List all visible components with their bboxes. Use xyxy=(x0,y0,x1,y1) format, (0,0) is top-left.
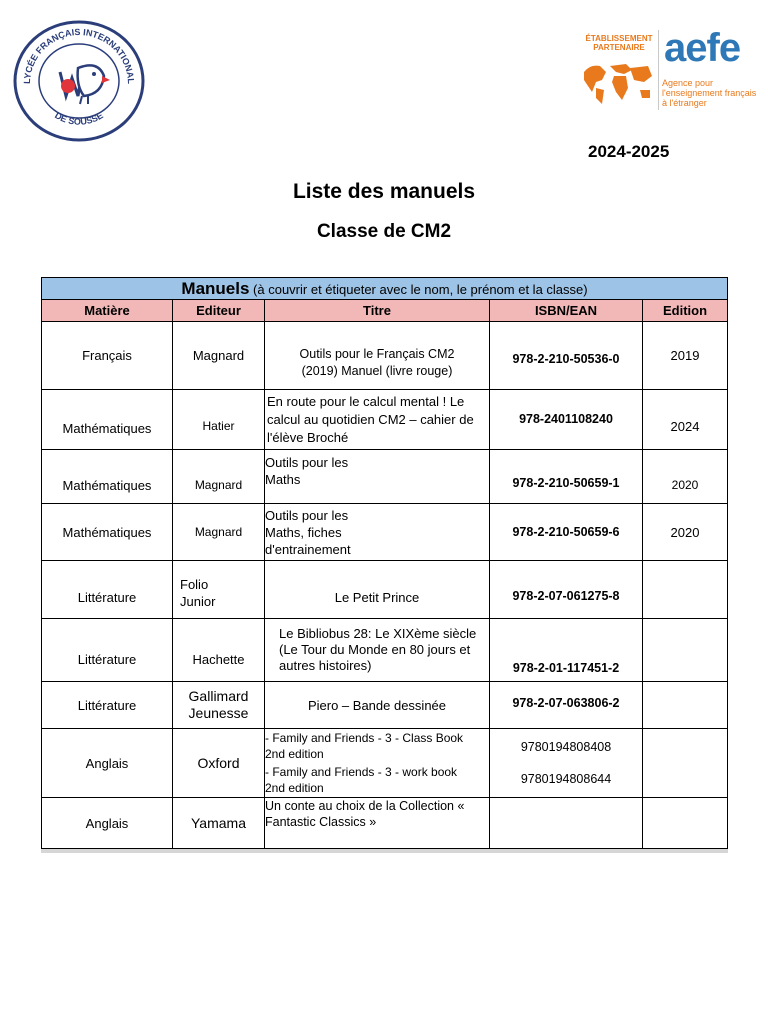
table-row-isbn xyxy=(490,798,643,848)
class-subtitle: Classe de CM2 xyxy=(316,221,452,242)
table-bottom-shadow xyxy=(41,849,728,853)
table-row-edition: 2020 xyxy=(643,504,727,561)
table-row-titre: Piero – Bande dessinée xyxy=(265,682,490,729)
table-row-editeur: Hachette xyxy=(173,619,265,682)
header-matiere: Matière xyxy=(42,300,173,322)
table-row-editeur: Magnard xyxy=(173,450,265,504)
table-row-titre: Outils pour les Maths xyxy=(265,450,490,504)
banner-note: (à couvrir et étiqueter avec le nom, le prénom et la classe) xyxy=(249,282,588,297)
titre-class-book-edition: 2nd edition xyxy=(265,747,324,761)
table-row-isbn: 978-2-07-063806-2 xyxy=(490,682,643,729)
table-row-editeur: Oxford xyxy=(173,729,265,798)
titre-work-book-edition: 2nd edition xyxy=(265,781,324,795)
table-row-matiere: Littérature xyxy=(42,619,173,682)
seal-text-top: LYCÉE FRANÇAIS INTERNATIONAL xyxy=(21,26,137,85)
table-row-matiere: Littérature xyxy=(42,561,173,619)
isbn-work-book: 9780194808644 xyxy=(520,772,612,786)
table-row-editeur: Yamama xyxy=(173,798,265,848)
table-row-isbn: 978-2-210-50659-1 xyxy=(490,450,643,504)
banner-title: Manuels xyxy=(181,279,250,298)
table-row-titre: Outils pour les Maths, fiches d'entrainement xyxy=(265,504,490,561)
aefe-brand: aefe xyxy=(664,26,741,70)
aefe-partner-label: ÉTABLISSEMENT PARTENAIRE xyxy=(585,34,653,52)
titre-work-book: - Family and Friends - 3 - work book xyxy=(265,765,458,779)
table-row-matiere: Anglais xyxy=(42,798,173,848)
table-row-isbn: 978-2-01-117451-2 xyxy=(490,619,643,682)
table-row-edition xyxy=(643,561,727,619)
manuals-table xyxy=(41,277,728,849)
table-row-titre: Outils pour le Français CM2 (2019) Manuel (livre rouge) xyxy=(265,322,490,390)
lycee-seal-logo xyxy=(12,20,146,142)
table-row-isbn: 978-2401108240 xyxy=(490,390,643,450)
seal-text-bottom: DE SOUSSE xyxy=(53,110,105,127)
isbn-class-book: 9780194808408 xyxy=(520,740,612,754)
table-row-editeur: Gallimard Jeunesse xyxy=(173,682,265,729)
header-titre: Titre xyxy=(265,300,490,322)
table-row-editeur: Magnard xyxy=(173,322,265,390)
school-year: 2024-2025 xyxy=(588,142,670,161)
table-row-editeur: Magnard xyxy=(173,504,265,561)
table-row-isbn: 978-2-210-50536-0 xyxy=(490,322,643,390)
world-map-icon xyxy=(580,58,654,108)
table-row-titre: Un conte au choix de la Collection « Fantastic Classics » xyxy=(265,798,490,848)
table-row-matiere: Mathématiques xyxy=(42,504,173,561)
table-row-isbn: 978-2-07-061275-8 xyxy=(490,561,643,619)
table-row-titre: Le Bibliobus 28: Le XIXème siècle (Le Tour du Monde en 80 jours et autres histoires) xyxy=(265,619,490,682)
aefe-logo xyxy=(578,28,760,112)
table-row-edition xyxy=(643,682,727,729)
table-row-edition: 2019 xyxy=(643,322,727,390)
header-edition: Edition xyxy=(643,300,727,322)
table-row-editeur: Hatier xyxy=(173,390,265,450)
table-row-matiere: Anglais xyxy=(42,729,173,798)
titre-class-book: - Family and Friends - 3 - Class Book xyxy=(265,731,464,745)
table-row-edition xyxy=(643,729,727,798)
page-title: Liste des manuels xyxy=(292,180,476,203)
table-row-matiere: Littérature xyxy=(42,682,173,729)
table-row-matiere: Français xyxy=(42,322,173,390)
table-row-edition: 2024 xyxy=(643,390,727,450)
table-row-matiere: Mathématiques xyxy=(42,450,173,504)
table-row-isbn: 978-2-210-50659-6 xyxy=(490,504,643,561)
table-row-edition xyxy=(643,798,727,848)
aefe-divider xyxy=(658,30,659,110)
aefe-tagline: Agence pour l'enseignement français à l'étranger xyxy=(662,78,757,108)
table-banner xyxy=(42,278,727,300)
table-row-isbn xyxy=(490,729,643,798)
table-row-titre: Le Petit Prince xyxy=(265,561,490,619)
table-row-edition: 2020 xyxy=(643,450,727,504)
header-editeur: Editeur xyxy=(173,300,265,322)
table-row-editeur: Folio Junior xyxy=(173,561,265,619)
table-row-edition xyxy=(643,619,727,682)
header-isbn: ISBN/EAN xyxy=(490,300,643,322)
table-row-matiere: Mathématiques xyxy=(42,390,173,450)
table-row-titre xyxy=(265,729,490,798)
table-row-titre: En route pour le calcul mental ! Le calcul au quotidien CM2 – cahier de l'élève Broché xyxy=(265,390,490,450)
